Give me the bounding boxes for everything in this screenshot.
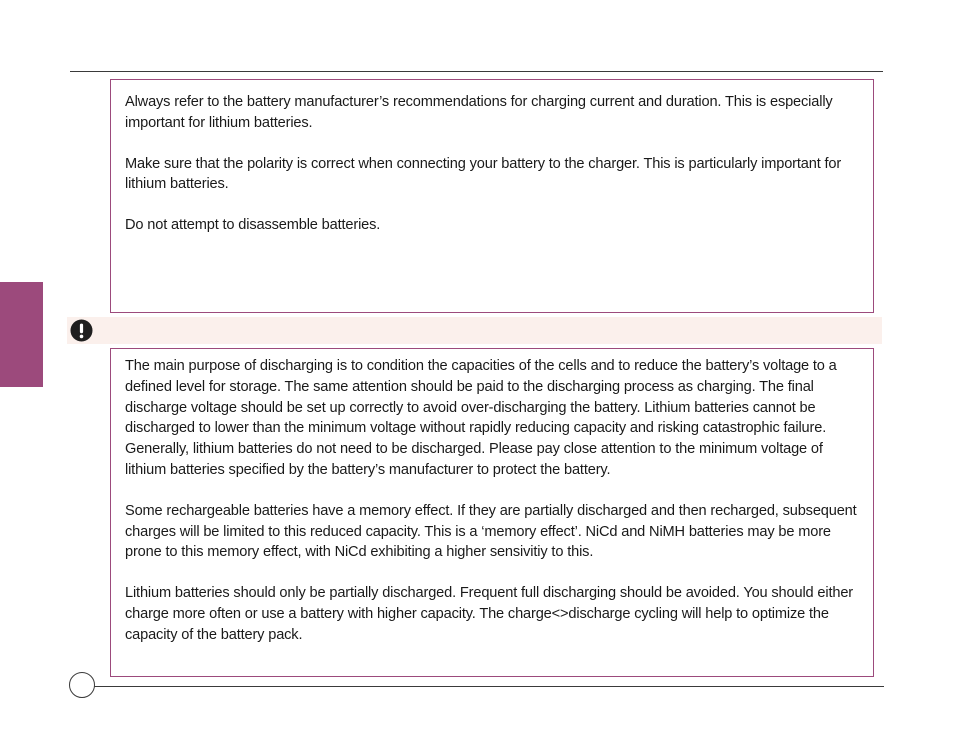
top-rule	[70, 71, 883, 72]
paragraph-memory-effect: Some rechargeable batteries have a memory effect. If they are partially discharged and then recharged, subsequent charges will be limited to this reduced capacity. This is a ‘memory effect’. NiCd and NiMH batteries may be more prone to this memory effect, with NiCd exhibiting a higher sensivitiy to this.	[125, 502, 857, 561]
exclamation-circle-icon	[70, 319, 93, 342]
notes-box-discharging	[110, 348, 874, 677]
side-chapter-tab	[0, 282, 43, 387]
paragraph-polarity: Make sure that the polarity is correct when connecting your battery to the charger. This is particularly important for lithium batteries.	[125, 155, 842, 193]
paragraph-disassemble: Do not attempt to disassemble batteries.	[125, 217, 381, 234]
page-number-circle	[69, 672, 95, 698]
paragraph-charging-recommendations: Always refer to the battery manufacturer’s recommendations for charging current and duration. This is especially important for lithium batteries.	[125, 94, 833, 131]
warning-heading-bar	[67, 317, 882, 344]
paragraph-discharging-purpose: The main purpose of discharging is to condition the capacities of the cells and to reduce the battery’s voltage to a defined level for storage. The same attention should be paid to the discharging process as charging. The final discharge voltage should be set up correctly to avoid over-discharging the battery. Lithium batteries cannot be discharged to lower than the minimum voltage without rapidly reducing capacity and risking catastrophic failure. Generally, lithium batteries do not need to be discharged. Please pay close attention to the minimum voltage of lithium batteries specified by the battery’s manufacturer to protect the battery.	[125, 358, 837, 478]
bottom-rule	[82, 686, 884, 687]
notes-box-charging	[110, 79, 874, 313]
paragraph-partial-discharge: Lithium batteries should only be partially discharged. Frequent full discharging should be avoided. You should either charge more often or use a battery with higher capacity. The charge<>discharge cycling will help to optimize the capacity of the battery pack.	[125, 585, 854, 643]
